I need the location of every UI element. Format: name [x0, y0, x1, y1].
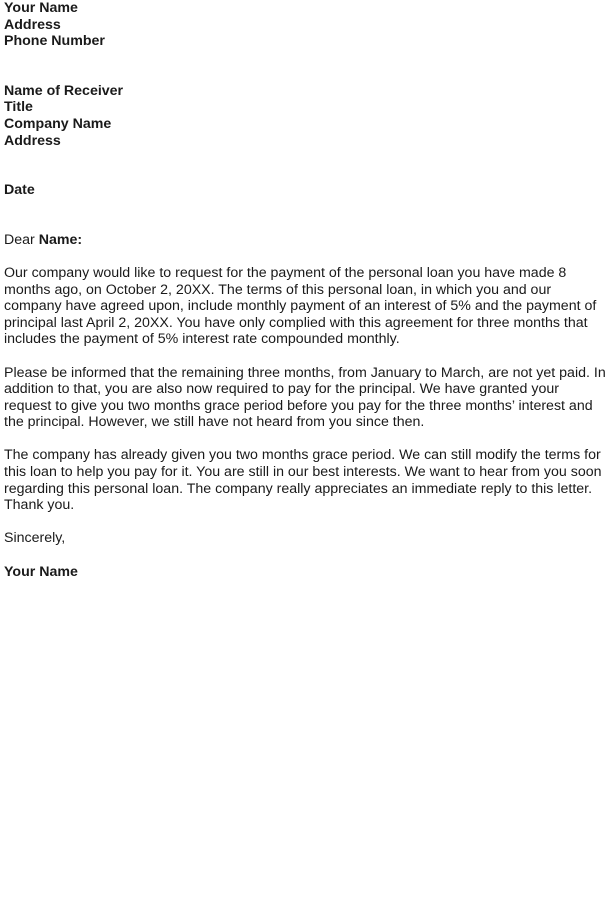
signature-name: Your Name: [4, 563, 78, 580]
date-block: [4, 182, 612, 199]
receiver-name: Name of Receiver: [4, 82, 124, 99]
sender-block: [4, 0, 612, 50]
sender-name: Your Name: [4, 0, 78, 16]
salutation-name: Name:: [38, 231, 83, 248]
letter-page: [4, 0, 612, 580]
salutation: [4, 232, 612, 249]
closing-block: [4, 530, 612, 547]
paragraph-line: Please be informed that the remaining three months, from January to March, are not yet paid. In: [4, 364, 606, 381]
paragraph-line: The company has already given you two months grace period. We can still modify the terms for: [4, 447, 601, 464]
receiver-block: [4, 83, 612, 149]
paragraph-line: Our company would like to request for the payment of the personal loan you have made 8: [4, 264, 567, 281]
salutation-greeting: Dear: [4, 231, 39, 248]
paragraph-line: Thank you.: [4, 497, 75, 514]
paragraph-line: addition to that, you are also now required to pay for the principal. We have granted your: [4, 381, 559, 398]
paragraph-line: this loan to help you pay for it. You are still in our best interests. We want to hear from you soon: [4, 464, 602, 481]
paragraph-line: includes the payment of 5% interest rate compounded monthly.: [4, 331, 400, 348]
signature-block: [4, 564, 612, 581]
receiver-title: Title: [4, 99, 33, 116]
body-paragraph-2: [4, 365, 612, 431]
paragraph-line: principal last April 2, 20XX. You have only complied with this agreement for three months that: [4, 314, 588, 331]
paragraph-line: months ago, on October 2, 20XX. The terms of this personal loan, in which you and our: [4, 281, 552, 298]
paragraph-line: company have agreed upon, include monthly payment of an interest of 5% and the payment of: [4, 298, 597, 315]
receiver-address: Address: [4, 132, 61, 149]
paragraph-line: regarding this personal loan. The company really appreciates an immediate reply to this letter.: [4, 480, 593, 497]
salutation-line: [4, 232, 612, 249]
body-paragraph-1: [4, 265, 612, 348]
paragraph-line: the principal. However, we still have not heard from you since then.: [4, 414, 425, 431]
letter-date: Date: [4, 182, 35, 199]
receiver-company: Company Name: [4, 115, 112, 132]
body-paragraph-3: [4, 447, 612, 513]
sender-phone: Phone Number: [4, 33, 105, 50]
paragraph-line: request to give you two months grace period before you pay for the three months’ interest and: [4, 397, 593, 414]
closing-text: Sincerely,: [4, 530, 66, 547]
sender-address: Address: [4, 16, 61, 33]
